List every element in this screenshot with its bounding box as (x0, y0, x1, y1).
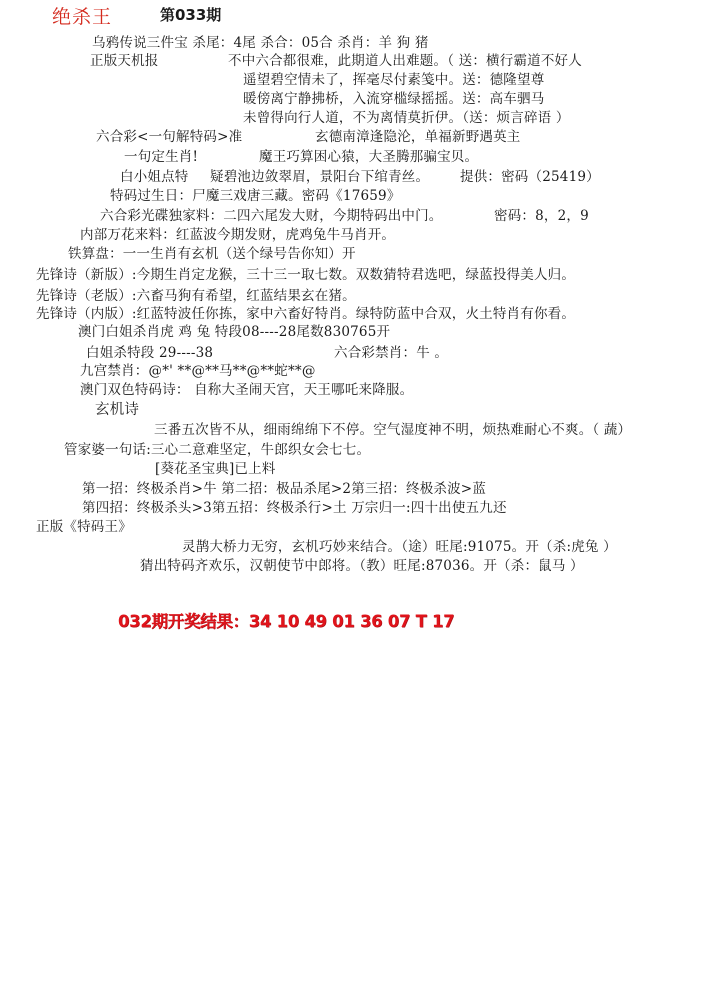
housekeeper-line: 管家婆一句话:三心二意难坚定，牛郎织女会七七。 (64, 442, 371, 458)
tianjibao-line-1: 不中六合都很难，此期道人出难题。（ 送：横行霸道不好人 (228, 53, 582, 69)
moves-line-2: 第四招：终极杀头>3第五招：终极杀行>土 万宗归一:四十出使五九还 (82, 500, 507, 516)
tema-wang-line-1: 灵鹊大桥力无穷，玄机巧妙来结合。（途）旺尾:91075。开（杀:虎兔 ） (182, 539, 617, 555)
zodiac-sentence-text: 魔王巧算困心猿，大圣腾那骗宝贝。 (259, 149, 479, 165)
xuanji-poem-text: 三番五次皆不从，细雨绵绵下不停。空气湿度神不明，烦热难耐心不爽。（ 蔬） (154, 422, 632, 438)
zodiac-sentence-label: 一句定生肖! (124, 149, 199, 165)
nine-palace-line: 九宫禁肖：@*' **@**马**@**蛇**@ (80, 363, 316, 379)
brand-title: 绝杀王 (52, 6, 113, 28)
abacus-line: 铁算盘：一一生肖有玄机（送个绿号告你知）开 (68, 246, 356, 262)
internal-material-line: 内部万花来料：红蓝波今期发财，虎鸡兔牛马肖开。 (80, 227, 396, 243)
tianjibao-label: 正版天机报 (90, 53, 159, 69)
tianjibao-line-3: 暖傍离宁静拂桥，入流穿槛绿摇摇。送：高车驷马 (243, 91, 545, 107)
moves-line-1: 第一招：终极杀肖>牛 第二招：极品杀尾>2第三招：终极杀波>蓝 (82, 481, 487, 497)
tianjibao-line-2: 遥望碧空情未了，挥毫尽付素笺中。送：德隆望尊 (243, 72, 545, 88)
baijie-segment-line: 白姐杀特段 29----38 (86, 345, 214, 361)
sunflower-title: [葵花圣宝典]已上料 (155, 461, 276, 477)
xuanji-poem-title: 玄机诗 (95, 402, 140, 418)
issue-number: 第033期 (160, 6, 222, 24)
one-sentence-label: 六合彩<一句解特码>准 (96, 129, 243, 145)
one-sentence-text: 玄德南漳逢隐沦，单福新野遇英主 (315, 129, 521, 145)
cd-material-code: 密码：8，2，9 (494, 208, 589, 224)
pioneer-poem-new: 先锋诗（新版）:今期生肖定龙猴，三十三一取七数。双数猜特君选吧，绿蓝投得美人归。 (36, 267, 576, 283)
tianjibao-line-4: 未曾得向行人道，不为离情莫折伊。（送：烦言碎语 ） (243, 110, 570, 126)
macau-baijie-line: 澳门白姐杀肖虎 鸡 兔 特段08----28尾数830765开 (78, 324, 391, 340)
macau-double-color-line: 澳门双色特码诗： 自称大圣闹天宫，天王哪吒来降服。 (80, 382, 414, 398)
cd-material-line: 六合彩光碟独家料：二四六尾发大财，今期特码出中门。 (100, 208, 443, 224)
birthday-line: 特码过生日：尸魔三戏唐三藏。密码《17659》 (110, 188, 401, 204)
pioneer-poem-inner: 先锋诗（内版）:红蓝特波任你拣，家中六畜好特肖。绿特防蓝中合双，火土特肖有你看。 (36, 306, 576, 322)
draw-result: 032期开奖结果：34 10 49 01 36 07 T 17 (118, 612, 455, 631)
bai-xiaojie-label: 白小姐点特 (120, 169, 189, 185)
bai-xiaojie-text: 疑碧池边敛翠眉，景阳台下绾青丝。 (210, 169, 430, 185)
pioneer-poem-old: 先锋诗（老版）:六畜马狗有希望，红蓝结果玄在猪。 (36, 288, 356, 304)
tema-wang-line-2: 猜出特码齐欢乐，汉朝使节中郎将。（教）旺尾:87036。开（杀：鼠马 ） (140, 558, 584, 574)
forbidden-zodiac: 六合彩禁肖：牛 。 (334, 345, 449, 361)
crow-legend-line: 乌鸦传说三件宝 杀尾：4尾 杀合：05合 杀肖：羊 狗 猪 (92, 35, 429, 51)
bai-xiaojie-code: 提供：密码（25419） (460, 169, 600, 185)
tema-wang-title: 正版《特码王》 (36, 519, 132, 535)
